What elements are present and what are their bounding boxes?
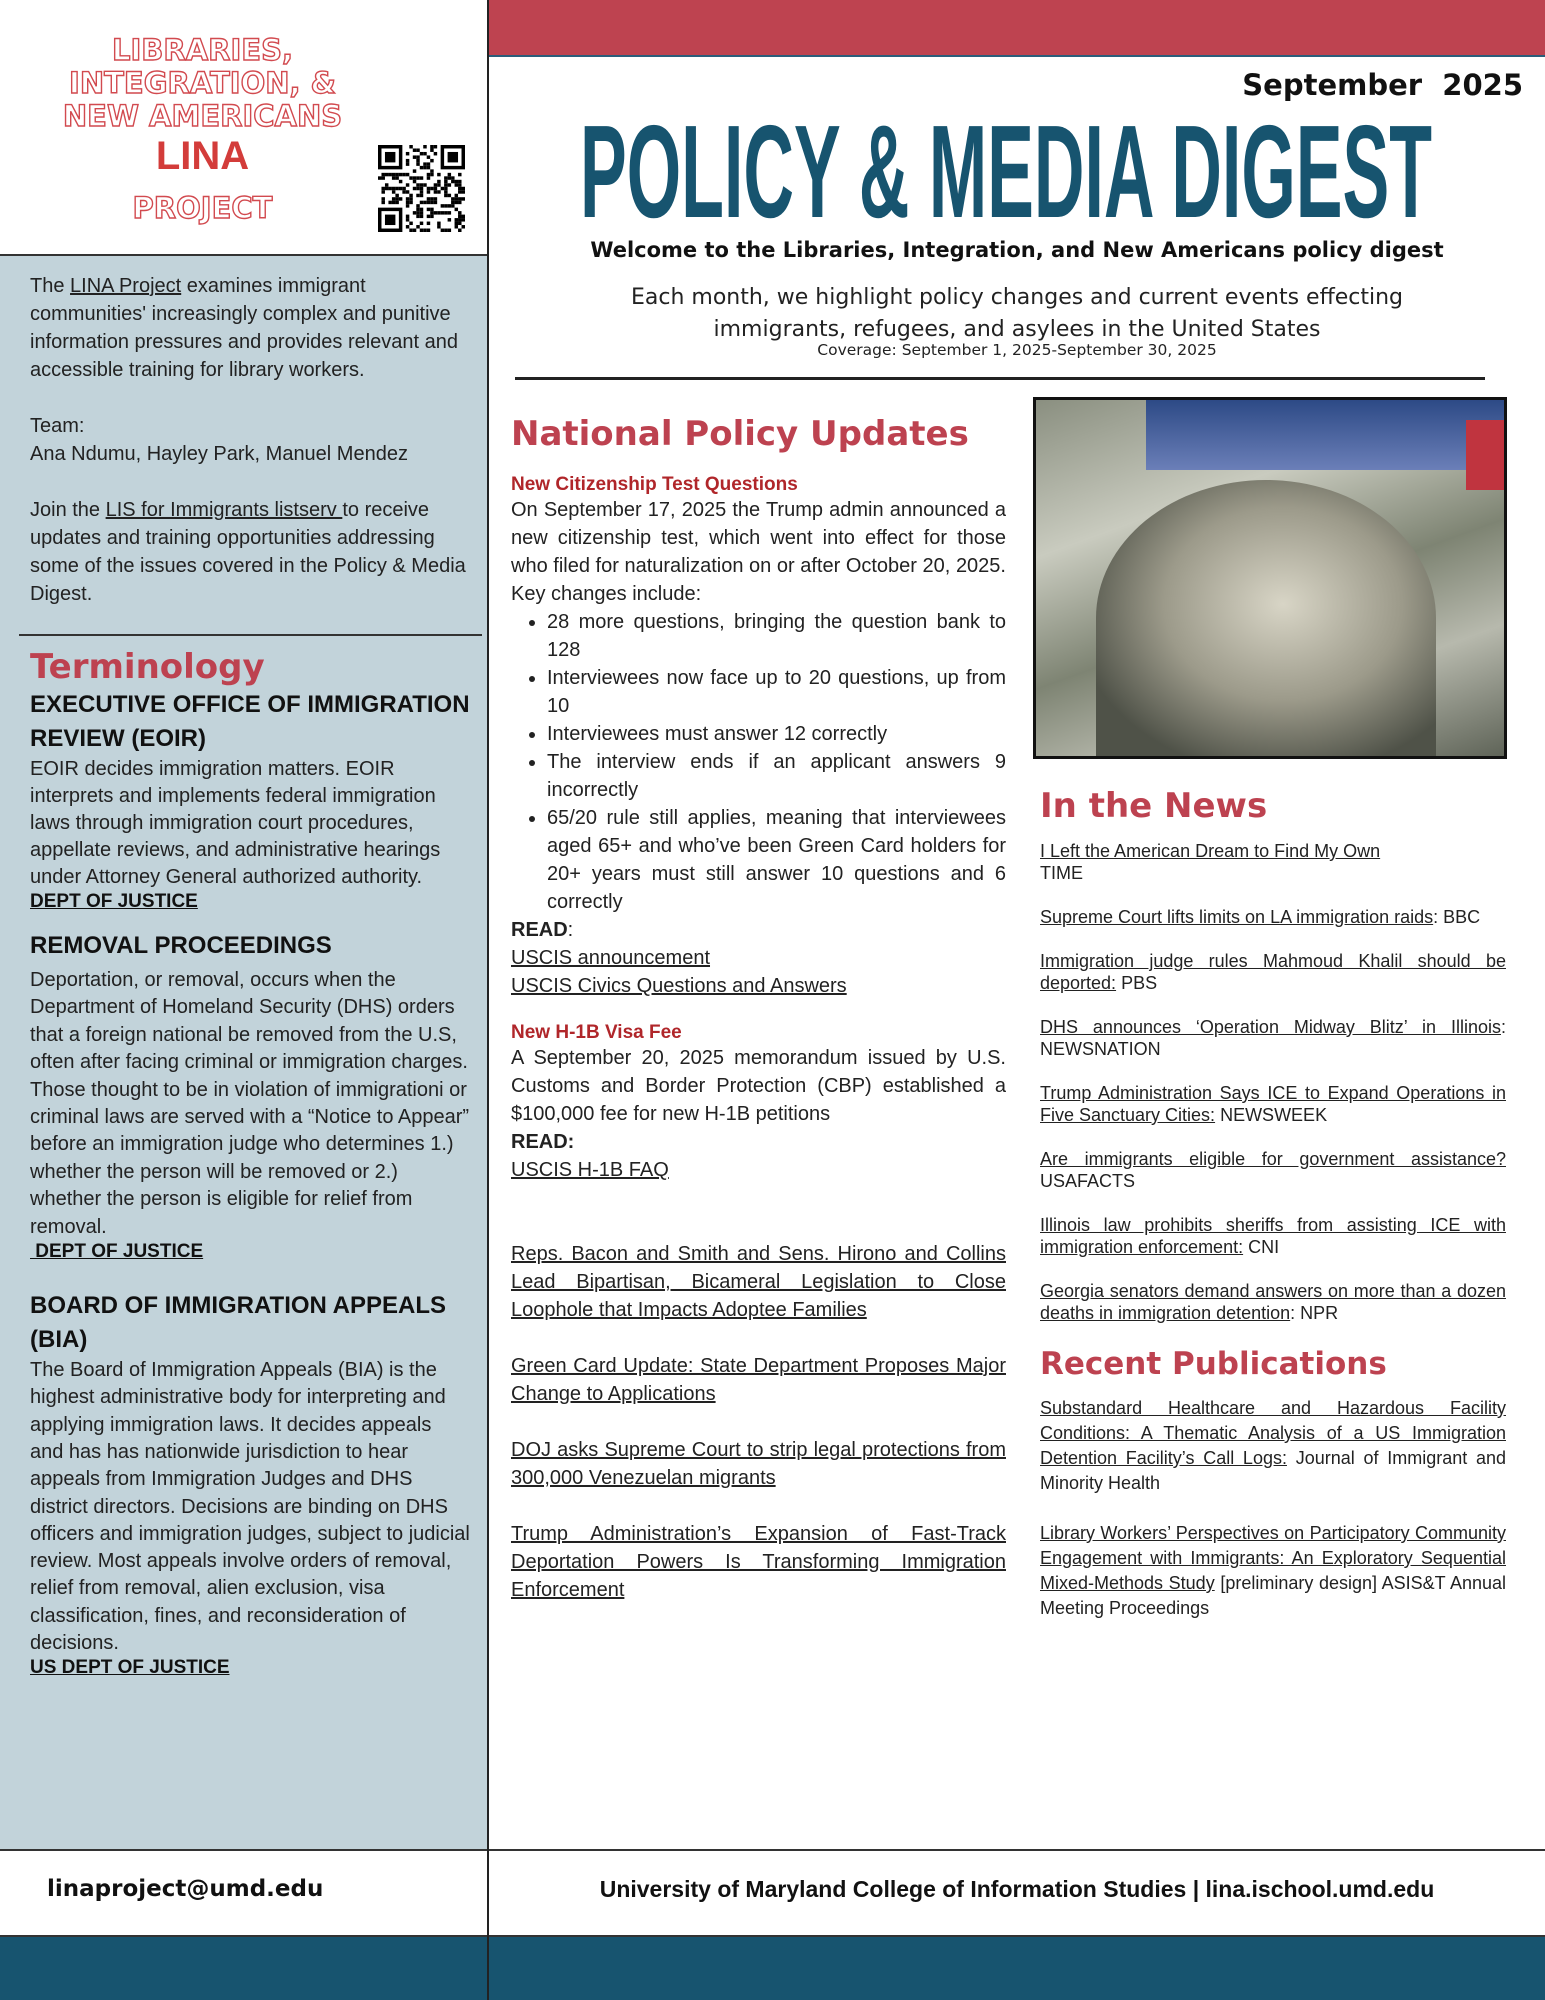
news-link[interactable]: Trump Administration Says ICE to Expand Operations in Five Sanctuary Cities: (1040, 1083, 1506, 1125)
logo-acronym: LINA (155, 134, 250, 178)
key-changes-list (511, 608, 1006, 916)
list-item: • The interview ends if an applicant answers 9 incorrectly (547, 748, 1006, 804)
publication-source: [preliminary design] ASIS&T Annual Meeting Proceedings (1040, 1573, 1507, 1618)
citizenship-body: On September 17, 2025 the Trump admin announced a new citizenship test, which went into effect for those who filed for naturalization on or after October 20, 2025. Key changes include: (511, 499, 1006, 605)
logo-text-line: LIBRARIES, (112, 33, 293, 67)
news-item (1040, 950, 1506, 994)
read-label: READ: (511, 1131, 575, 1153)
news-source: TIME (1040, 863, 1083, 883)
news-item (1040, 1082, 1506, 1126)
term-removal (30, 929, 470, 1263)
uscis-civics-link[interactable]: USCIS Civics Questions and Answers (511, 975, 847, 997)
news-link[interactable]: Are immigrants eligible for government assistance? (1040, 1149, 1506, 1169)
logo-text-line: INTEGRATION, & (69, 66, 336, 100)
right-column (1040, 786, 1512, 1621)
news-link[interactable]: Immigration judge rules Mahmoud Khalil should be deported: (1040, 951, 1506, 993)
divider (0, 1849, 1545, 1851)
term-body: The Board of Immigration Appeals (BIA) is the highest administrative body for interpreting and applying immigration laws. It decides appeals and has has nationwide jurisdiction to hear appeals from Immigration Judges and DHS district directors. Decisions are binding on DHS officers and immigration judges, subject to judicial review. Most appeals involve orders of removal, relief from removal, alien exclusion, visa classification, fines, and reconsideration of decisions. (30, 1359, 470, 1655)
visa-card-graphic (1146, 400, 1507, 470)
terminology-heading: Terminology (30, 647, 265, 687)
term-source-link[interactable]: DEPT OF JUSTICE (30, 1241, 204, 1263)
text: The (30, 275, 71, 297)
page-title: POLICY & MEDIA DIGEST (580, 117, 1432, 221)
news-item (1040, 1214, 1506, 1258)
term-body: Deportation, or removal, occurs when the Department of Homeland Security (DHS) orders that a foreign national be removed from the U.S, often after facing criminal or immigration charges. Those thought to be in violation of immigrationi or criminal laws are served with a “Notice to Appear” before an immigration judge who determines 1.) whether the person will be removed or 2.) whether the person is eligible for relief from removal. (30, 969, 470, 1238)
publication-source: Journal of Immigrant and Minority Health (1040, 1448, 1506, 1493)
news-item (1040, 906, 1506, 928)
h1b-body: A September 20, 2025 memorandum issued by U.S. Customs and Border Protection (CBP) established a $100,000 fee for new H-1B petitions (511, 1047, 1006, 1125)
article-link[interactable]: Reps. Bacon and Smith and Sens. Hirono and Collins Lead Bipartisan, Bicameral Legislation to Close Loophole that Impacts Adoptee Families (511, 1243, 1006, 1321)
divider (515, 377, 1485, 380)
news-link[interactable]: Supreme Court lifts limits on LA immigration raids (1040, 907, 1434, 927)
list-item: • 28 more questions, bringing the question bank to 128 (547, 608, 1006, 664)
publications-section (1040, 1346, 1506, 1621)
intro-text (489, 282, 1545, 346)
article-link[interactable]: Green Card Update: State Department Proposes Major Change to Applications (511, 1355, 1006, 1405)
column-divider (487, 0, 489, 2000)
text: examines immigrant communities' increasingly complex and punitive information pressures and provides relevant and accessible training for library workers. (30, 275, 459, 381)
news-source: PBS (1116, 973, 1158, 993)
visa-stripe-graphic (1466, 420, 1507, 490)
list-item: • 65/20 rule still applies, meaning that interviewees aged 65+ and who’ve been Green Card holders for 20+ years must still answer 10 questions and 6 correctly (547, 804, 1006, 916)
news-source: CNI (1243, 1237, 1280, 1257)
team-label: Team: (30, 415, 85, 437)
term-title: EXECUTIVE OFFICE OF IMMIGRATION REVIEW (EOIR) (30, 691, 470, 752)
term-body: EOIR decides immigration matters. EOIR interprets and implements federal immigration laws through immigration court procedures, appellate reviews, and administrative hearings under Attorney General authorized authority. (30, 758, 441, 888)
intro-line: Each month, we highlight policy changes and current events effecting (630, 285, 1404, 310)
news-source: NEWSWEEK (1215, 1105, 1328, 1125)
news-source: : NEWSNATION (1040, 1017, 1512, 1059)
article-link[interactable]: DOJ asks Supreme Court to strip legal protections from 300,000 Venezuelan migrants (511, 1439, 1006, 1489)
news-section (1040, 786, 1512, 1324)
logo-text-line: NEW AMERICANS (62, 99, 343, 133)
uscis-announcement-link[interactable]: USCIS announcement (511, 947, 711, 969)
news-list (1040, 840, 1512, 1324)
issue-date: September 2025 (1242, 68, 1523, 102)
footer-bar (0, 1935, 1545, 2000)
news-item (1040, 1016, 1512, 1060)
article-link[interactable]: Trump Administration’s Expansion of Fast-Track Deportation Powers Is Transforming Immigration Enforcement (511, 1523, 1006, 1601)
publications-heading: Recent Publications (1040, 1346, 1387, 1382)
term-bia (30, 1289, 470, 1679)
text: Join the (30, 499, 106, 521)
news-link[interactable]: I Left the American Dream to Find My Own (1040, 841, 1381, 861)
news-item (1040, 840, 1506, 884)
header-bar (489, 0, 1545, 57)
news-source: : NPR (1290, 1303, 1339, 1323)
term-eoir (30, 688, 470, 913)
divider (0, 254, 489, 256)
subheading: New Citizenship Test Questions (511, 474, 798, 495)
policy-section (511, 414, 1006, 1604)
sidebar-intro (30, 272, 470, 608)
qr-code-icon[interactable] (378, 145, 465, 232)
footer-org[interactable]: University of Maryland College of Information Studies | lina.ischool.umd.edu (599, 1876, 1435, 1902)
text: to receive updates and training opportunities addressing some of the issues covered in the Policy & Media Digest. (30, 499, 466, 605)
listserv-link[interactable]: LIS for Immigrants listserv (105, 499, 343, 521)
sidebar (30, 272, 470, 1679)
divider (19, 634, 482, 636)
intro-line: immigrants, refugees, and asylees in the United States (713, 317, 1321, 342)
welcome-text: Welcome to the Libraries, Integration, and New Americans policy digest (590, 238, 1444, 262)
subheading: New H-1B Visa Fee (511, 1022, 682, 1043)
news-link[interactable]: Georgia senators demand answers on more than a dozen deaths in immigration detention (1040, 1281, 1506, 1323)
news-link[interactable]: Illinois law prohibits sheriffs from assisting ICE with immigration enforcement: (1040, 1215, 1506, 1257)
read-label: READ (511, 919, 568, 941)
page-title-wrapper (580, 117, 1432, 221)
term-source-link[interactable]: US DEPT OF JUSTICE (30, 1657, 230, 1679)
news-item (1040, 1280, 1506, 1324)
publication-link[interactable]: Library Workers’ Perspectives on Participatory Community Engagement with Immigrants: An Exploratory Sequential Mixed-Methods Study (1040, 1523, 1506, 1593)
news-heading: In the News (1040, 786, 1268, 826)
news-link[interactable]: DHS announces ‘Operation Midway Blitz’ in Illinois (1040, 1017, 1501, 1037)
news-item (1040, 1148, 1512, 1192)
visa-money-photo (1033, 397, 1507, 759)
uscis-h1b-faq-link[interactable]: USCIS H-1B FAQ (511, 1159, 669, 1181)
coverage-text: Coverage: September 1, 2025-September 30, 2025 (817, 341, 1217, 359)
term-title: REMOVAL PROCEEDINGS (30, 932, 332, 959)
portrait-graphic (1096, 480, 1436, 756)
news-source: USAFACTS (1040, 1149, 1512, 1191)
text: : (567, 919, 574, 941)
publication-link[interactable]: Substandard Healthcare and Hazardous Facility Conditions: A Thematic Analysis of a US Immigration Detention Facility’s Call Logs: (1040, 1398, 1506, 1468)
list-item: • Interviewees must answer 12 correctly (547, 720, 1006, 748)
logo-text-line: PROJECT (132, 191, 273, 225)
list-item: • Interviewees now face up to 20 questions, up from 10 (547, 664, 1006, 720)
policy-heading: National Policy Updates (511, 414, 969, 454)
news-source: : BBC (1433, 907, 1481, 927)
lina-project-link[interactable]: LINA Project (70, 275, 182, 297)
team-members: Ana Ndumu, Hayley Park, Manuel Mendez (30, 443, 408, 465)
term-source-link[interactable]: DEPT OF JUSTICE (30, 891, 198, 912)
term-title: BOARD OF IMMIGRATION APPEALS (BIA) (30, 1292, 446, 1354)
contact-email[interactable]: linaproject@umd.edu (47, 1876, 324, 1902)
